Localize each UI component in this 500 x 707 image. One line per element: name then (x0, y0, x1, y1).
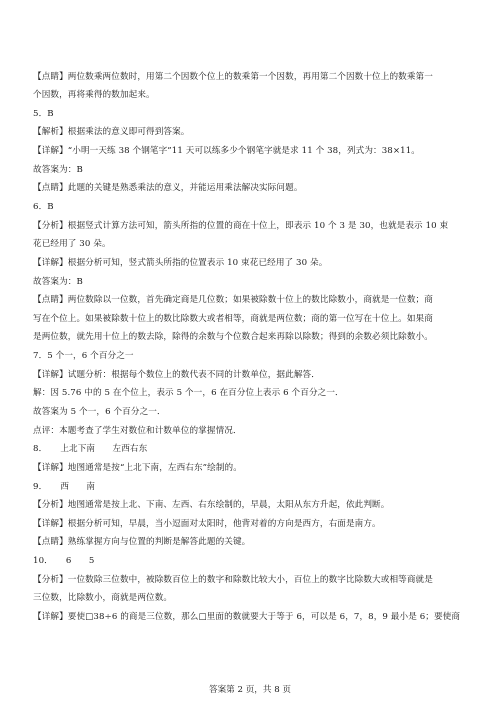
answer-line: 故答案为 5 个一，6 个百分之一． (33, 407, 166, 417)
question-number: 5．B (33, 109, 54, 119)
question-number: 7．5 个一，6 个百分之一 (33, 351, 134, 361)
question-number: 8． 上北下南 左西右东 (33, 444, 148, 454)
text-line: 【点睛】熟练掌握方向与位置的判断是解答此题的关键。 (33, 537, 251, 547)
text-line: 解：因 5.76 中的 5 在个位上，表示 5 个一，6 在百分位上表示 6 个百分之一． (33, 388, 344, 398)
text-line: 【分析】地图通常是按上北、下南、左西、右东绘制的，早晨，太阳从东方升起，依此判断。 (33, 500, 390, 510)
text-line: 【详解】试题分析：根据每个数位上的数代表不同的计数单位，据此解答． (33, 370, 320, 380)
answer-line: 故答案为：B (33, 165, 83, 175)
text-line: 【详解】地图通常是按“上北下南，左西右东”绘制的。 (33, 463, 242, 473)
text-line: 【点睛】两位数乘两位数时，用第二个因数个位上的数乘第一个因数，再用第二个因数十位上的数乘第一 (33, 72, 433, 82)
text-line: 【分析】根据竖式计算方法可知，箭头所指的位置的商在十位上，即表示 10 个 3 是 30，也就是表示 10 束 (33, 221, 449, 231)
text-line: 【点睛】此题的关键是熟悉乘法的意义，并能运用乘法解决实际问题。 (33, 183, 303, 193)
question-number: 10． 6 5 (33, 556, 95, 566)
text-line: 个因数，再将乘得的数加起来。 (33, 90, 155, 100)
page-footer: 答案第 2 页，共 8 页 (208, 685, 292, 695)
question-number: 6．B (33, 202, 54, 212)
text-line: 【点睛】两位数除以一位数，首先确定商是几位数；如果被除数十位上的数比除数小，商就是一位数；商 (33, 295, 433, 305)
text-line: 三位数，比除数小，商就是两位数。 (33, 593, 173, 603)
text-line: 【分析】一位数除三位数中，被除数百位上的数字和除数比较大小，百位上的数字比除数大或相等商就是 (33, 575, 433, 585)
text-line: 【详解】根据分析可知，竖式箭头所指的位置表示 10 束花已经用了 30 朵。 (33, 258, 328, 268)
text-line: 写在个位上。如果被除数十位上的数比除数大或者相等，商就是两位数；商的第一位写在十位上。如果商 (33, 314, 433, 324)
text-line: 花已经用了 30 朵。 (33, 239, 111, 249)
question-number: 9． 西 南 (33, 482, 96, 492)
text-line: 【详解】根据分析可知，早晨，当小逗面对太阳时，他背对着的方向是西方，右面是南方。 (33, 519, 381, 529)
text-line: 【详解】要使□38÷6 的商是三位数，那么□里面的数就要大于等于 6，可以是 6，7，8，9 最小是 6；要使商 (33, 612, 461, 622)
text-line: 【解析】根据乘法的意义即可得到答案。 (33, 127, 190, 137)
text-line: 是两位数，就先用十位上的数去除，除得的余数与个位数合起来再除以除数；得到的余数必须比除数小。 (33, 332, 433, 342)
answer-line: 故答案为：B (33, 277, 83, 287)
text-line: 点评：本题考查了学生对数位和计数单位的掌握情况． (33, 426, 242, 436)
text-line: 【详解】“小明一天练 38 个钢笔字”11 天可以练多少个钢笔字就是求 11 个 38，列式为：38×11。 (33, 146, 420, 156)
